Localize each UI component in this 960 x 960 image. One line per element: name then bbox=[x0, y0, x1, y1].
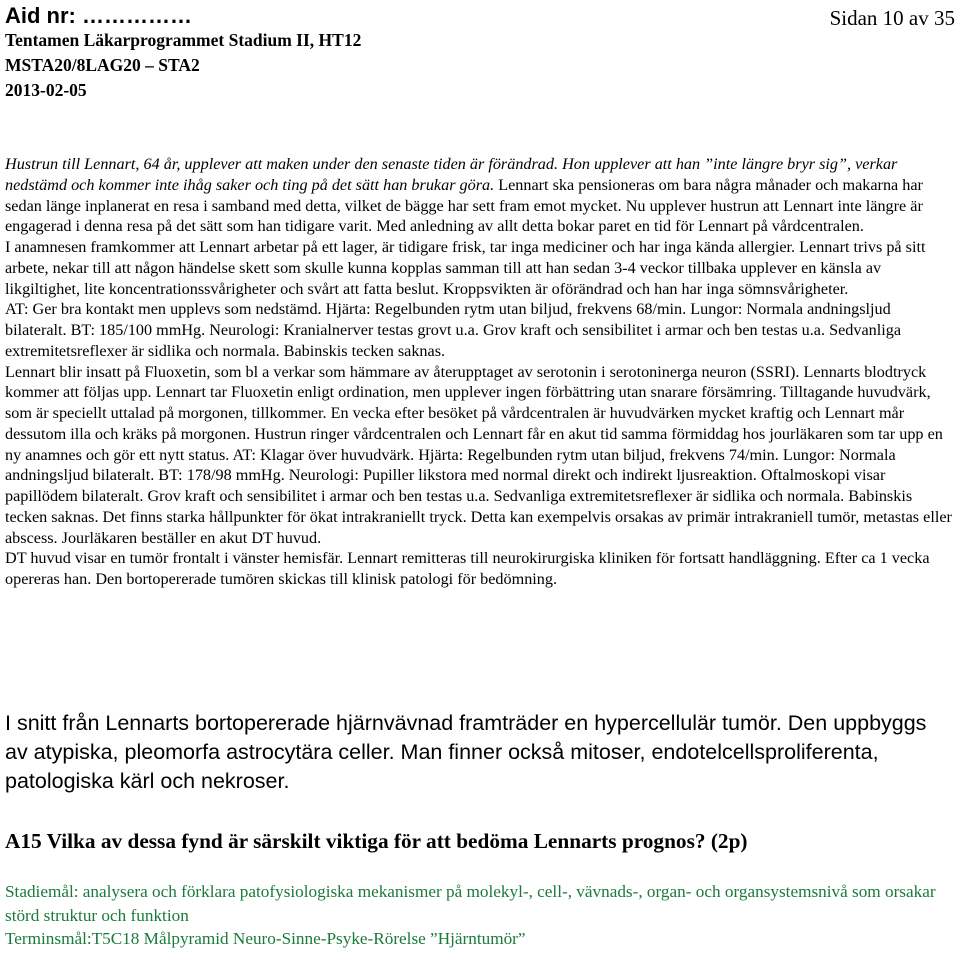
page-number: Sidan 10 av 35 bbox=[829, 6, 955, 30]
case-intro-italic: Hustrun till Lennart, 64 år, upplever att maken under den senaste tiden är förändrad. Hon upplever att han ”inte längre bryr sig”, verkar nedstämd och kommer inte ihåg saker och ting på det sätt han brukar göra. bbox=[5, 155, 898, 194]
stage-goal: Stadiemål: analysera och förklara patofysiologiska mekanismer på molekyl-, cell-, vävnads-, organ- och organsystemsnivå som orsakar störd struktur och funktion bbox=[5, 882, 936, 925]
page-header bbox=[5, 0, 955, 108]
exam-date: 2013-02-05 bbox=[5, 80, 87, 100]
case-paragraph-surgery: DT huvud visar en tumör frontalt i vänster hemisfär. Lennart remitteras till neurokirurgiska kliniken för fortsatt handläggning. Efter ca 1 vecka opereras han. Den bortopererade tumören skickas till klinisk patologi för bedömning. bbox=[5, 549, 930, 588]
term-goal: Terminsmål:T5C18 Målpyramid Neuro-Sinne-Psyke-Rörelse ”Hjärntumör” bbox=[5, 929, 526, 948]
case-description bbox=[5, 154, 955, 590]
case-paragraph-anamnesis: I anamnesen framkommer att Lennart arbetar på ett lager, är tidigare frisk, tar inga mediciner och har inga kända allergier. Lennart trivs på sitt arbete, nekar till att någon händelse skett som skulle kunna kopplas samman till att han sedan 3-4 veckor tillbaka upplever en känsla av likgiltighet, lite koncentrationssvårigheter och svårt att fatta beslut. Kroppsvikten är oförändrad och han har inga sömnsvårigheter. bbox=[5, 238, 926, 298]
course-code: MSTA20/8LAG20 – STA2 bbox=[5, 55, 200, 75]
case-intro-rest: Lennart ska pensioneras om bara några månader och makarna har sedan länge inplanerat en resa i samband med detta, vilket de bägge har sett fram emot mycket. Nu upplever hustrun att Lennart inte längre är engagerad i denna resa på det sätt som han tidigare varit. Med anledning av allt detta bokar paret en tid för Lennart på vårdcentralen. bbox=[5, 175, 923, 236]
exam-page bbox=[5, 0, 955, 960]
pathology-summary: I snitt från Lennarts bortopererade hjärnvävnad framträder en hypercellulär tumör. Den uppbyggs av atypiska, pleomorfa astrocytära celler. Man finner också mitoser, endotelcellsproliferenta, patologiska kärl och nekroser. bbox=[5, 711, 927, 793]
aid-number-label: Aid nr: …………… bbox=[5, 3, 192, 28]
learning-objectives bbox=[5, 880, 955, 951]
question-a15: A15 Vilka av dessa fynd är särskilt viktiga för att bedöma Lennarts prognos? (2p) bbox=[5, 829, 748, 853]
case-paragraph-intro bbox=[5, 154, 955, 237]
exam-title: Tentamen Läkarprogrammet Stadium II, HT12 bbox=[5, 30, 362, 50]
case-paragraph-treatment: Lennart blir insatt på Fluoxetin, som bl a verkar som hämmare av återupptaget av serotonin i serotoninerga neuron (SSRI). Lennarts blodtryck kommer att följas upp. Lennart tar Fluoxetin enligt ordination, men upplever ingen förbättring utan snarare försämring. Tilltagande huvudvärk, som är speciellt uttalad på morgonen, tillkommer. En vecka efter besöket på vårdcentralen är huvudvärken mycket kraftig och Lennart mår dessutom illa och kräks på morgonen. Hustrun ringer vårdcentralen och Lennart får en akut tid samma förmiddag hos jourläkaren som tar upp en ny anamnes och gör ett nytt status. AT: Klagar över huvudvärk. Hjärta: Regelbunden rytm utan biljud, frekvens 74/min. Lungor: Normala andningsljud bilateralt. BT: 178/98 mmHg. Neurologi: Pupiller likstora med normal direkt och indirekt ljusreaktion. Oftalmoskopi visar papillödem bilateralt. Grov kraft och sensibilitet i armar och ben testas u.a. Sedvanliga extremitetsreflexer är sidlika och normala. Babinskis tecken saknas. Det finns starka hållpunkter för ökat intrakraniellt tryck. Detta kan exempelvis orsakas av primär intrakraniell tumör, metastas eller abscess. Jourläkaren beställer en akut DT huvud. bbox=[5, 362, 952, 547]
case-paragraph-status: AT: Ger bra kontakt men upplevs som nedstämd. Hjärta: Regelbunden rytm utan biljud, frekvens 68/min. Lungor: Normala andningsljud bilateralt. BT: 185/100 mmHg. Neurologi: Kranialnerver testas grovt u.a. Grov kraft och sensibilitet i armar och ben testas u.a. Sedvanliga extremitetsreflexer är sidlika och normala. Babinskis tecken saknas. bbox=[5, 300, 902, 360]
